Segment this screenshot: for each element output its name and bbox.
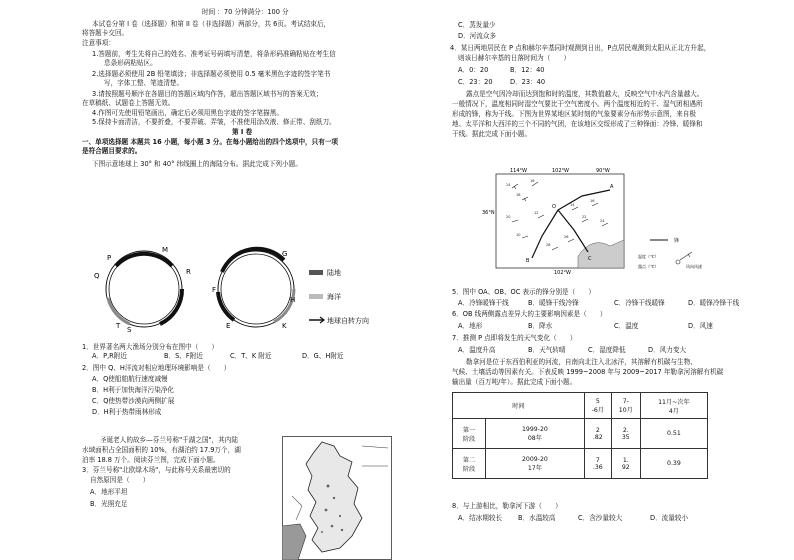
label-k: K: [282, 322, 287, 330]
q7-option-c[interactable]: C．湿度降低: [588, 346, 626, 354]
q2-option-d[interactable]: D．H利于热带雨林形成: [92, 408, 162, 416]
q2-option-b[interactable]: B．H利于加快海洋污染净化: [92, 386, 175, 394]
q1-option-c[interactable]: C．T、K 附近: [230, 352, 272, 360]
notice-line: 在草稿纸、试题卷上答题无效。: [82, 99, 175, 107]
table-header: 11月~次年 4月: [640, 393, 707, 419]
q3-option-a[interactable]: A．地形平坦: [90, 488, 128, 496]
map-intro: 下图示意地球上 30° 和 40° 纬线圈上的海陆分布。据此完成下列小题。: [92, 160, 302, 168]
lon-label: 102°W: [552, 168, 569, 174]
q8-option-d[interactable]: D．流量较小: [650, 514, 689, 522]
svg-text:18: 18: [516, 193, 521, 197]
svg-text:20: 20: [506, 215, 511, 219]
label-g: G: [282, 250, 288, 258]
carbon-table: [452, 392, 708, 479]
q8-option-a[interactable]: A．结冰期较长: [458, 514, 503, 522]
label-e: E: [226, 322, 231, 330]
notice-line: 3.请按照题号顺序在各题目的答题区域内作答，超出答题区域书写的答案无效；: [92, 90, 323, 98]
part-title: 第 I 卷: [232, 128, 253, 136]
kendall-text: 输出量（百万吨/年）。据此完成下面小题。: [452, 378, 577, 386]
q5-option-b[interactable]: B．暖锋干线冷锋: [528, 299, 579, 307]
label-m: M: [162, 246, 169, 254]
legend-wind: 风向风速: [686, 264, 702, 269]
dew-text: 露点是空气因冷却而达到饱和时的温度，其数值越大，反映空气中水汽含量越大。: [466, 90, 704, 98]
lat-label: 36°N: [482, 210, 495, 216]
legend-front: 锋: [674, 238, 680, 244]
notice-line: 写，字体工整、笔迹清楚。: [104, 79, 184, 87]
q3-option-d[interactable]: D．河流众多: [458, 32, 497, 40]
q7-option-d[interactable]: D．风力变大: [648, 346, 687, 354]
svg-text:26: 26: [564, 235, 569, 239]
label-h: H: [290, 296, 296, 304]
table-row: 第二 阶段 2009-20 17年 7 .36 1. 92 0.39: [453, 449, 708, 479]
question-stem: 7．推测 P 点即将发生的天气变化（ ）: [452, 334, 577, 342]
kendall-text: 气候、土壤活动等因素有关。下表反映 1999~2008 年与 2009~2017 年勒拿河溶解有机碳: [452, 368, 724, 376]
label-s: S: [127, 326, 132, 332]
finland-text: 圣诞老人的故乡—芬兰号称"千湖之国"，其内陆: [100, 436, 238, 444]
svg-text:14: 14: [570, 203, 575, 207]
label-r: R: [186, 268, 191, 276]
intro-line: 将答题卡交回。: [82, 29, 129, 37]
finland-map: [282, 436, 392, 560]
question-stem: 3．芬兰号称"北欧绿木场"，与此称号关系最密切的: [82, 466, 231, 474]
q1-option-a[interactable]: A．P,R附近: [92, 352, 127, 360]
question-stem: 4．某日两地居民在 P 点和赫尔辛基同时观测到日出，P点居民观测到太阳从正北方升起，: [450, 44, 711, 52]
legend-dew: 露点（℃）: [638, 264, 659, 269]
lon-label: 102°W: [554, 270, 571, 276]
notice-line: 2.选择题必须使用 2B 铅笔填涂；非选择题必须使用 0.5 毫米黑色字迹的签字笔书: [92, 70, 331, 78]
dew-text: 干线。据此完成下面小题。: [452, 130, 532, 138]
table-row: 第一 阶段 1999-20 08年 2 .82 2. 35 0.51: [453, 419, 708, 449]
question-stem: 5．图中 OA、OB、OC 表示的锋分别是（ ）: [452, 288, 595, 296]
svg-text:16: 16: [530, 179, 535, 183]
exam-header: 时间 ：70 分钟满分：100 分: [202, 8, 289, 16]
q2-option-c[interactable]: C．Q使热带沙漠向两侧扩展: [92, 397, 175, 405]
mark-o: O: [552, 204, 556, 210]
q7-option-b[interactable]: B．天气转晴: [528, 346, 566, 354]
q4-option-b[interactable]: B．12：40: [510, 66, 545, 74]
question-stem: 8．与上游相比，勒拿河下游（ ）: [452, 502, 562, 510]
notice-line: 5.保持卡面清洁，不要折叠，不要弄破、弄皱，不准使用涂改液、修正带、刮纸刀。: [92, 118, 336, 126]
q2-option-a[interactable]: A．Q使船舶航行速度减慢: [92, 375, 168, 383]
table-header: 时间: [453, 393, 585, 419]
question-stem: 则该日赫尔辛基的日落时间为（ ）: [458, 54, 571, 62]
q1-option-b[interactable]: B．S、F附近: [164, 352, 203, 360]
q1-option-d[interactable]: D．G、H附近: [302, 352, 344, 360]
q4-option-d[interactable]: D．23：40: [510, 78, 546, 86]
legend-rotation: 地球自转方向: [327, 317, 369, 325]
question-stem: 1．世界著名两大渔场分别分布在图中（ ）: [82, 343, 219, 351]
question-stem: 2．图中 Q、H洋流对相应地理环境影响是（ ）: [82, 364, 231, 372]
table-header: 7- 10月: [611, 393, 640, 419]
kendall-text: 勒拿河是位于东西伯利亚的河流，自南向北注入北冰洋，其溶解有机碳与生物、: [466, 358, 697, 366]
q8-option-b[interactable]: B．水温较高: [518, 514, 556, 522]
section-title: 是符合题目要求的。: [82, 147, 142, 155]
intro-line: 本试卷分第 I 卷（选择题）和第 II 卷（非选择题）两部分，共 6页。考试结束后，: [92, 20, 331, 28]
notice-title: 注意事项：: [82, 39, 115, 47]
q8-option-c[interactable]: C．含沙量较大: [578, 514, 623, 522]
q3-option-c[interactable]: C．蒸发量少: [458, 21, 496, 29]
dew-text: 一般情况下，温度相同时湿空气要比干空气密度小。两个温度相近的干、湿气团相遇所: [452, 100, 703, 108]
label-t: T: [116, 322, 121, 330]
svg-text:10: 10: [516, 233, 521, 237]
label-p: P: [107, 254, 112, 262]
legend-ocean: 海洋: [327, 293, 341, 301]
mark-b: B: [526, 258, 530, 264]
svg-text:12: 12: [534, 211, 539, 215]
weather-map: [482, 166, 712, 276]
svg-text:16: 16: [590, 199, 595, 203]
svg-text:24: 24: [600, 219, 605, 223]
table-header: 5 -6月: [584, 393, 611, 419]
latitude-circles-figure: [94, 242, 384, 332]
notice-line: 1.答题前，考生先将自己的姓名、准考证号码填写清楚，将条形码准确粘贴在考生信: [92, 50, 336, 58]
notice-line: 4.作图可先使用铅笔画出，确定后必须用黑色字迹的签字笔描黑。: [92, 109, 283, 117]
q3-option-b[interactable]: B．光照充足: [90, 500, 128, 508]
q5-option-d[interactable]: D．暖锋冷锋干线: [688, 299, 740, 307]
q6-option-a[interactable]: A．地形: [458, 322, 483, 330]
q6-option-c[interactable]: C．温度: [614, 322, 639, 330]
mark-c: C: [588, 256, 592, 262]
dew-text: 形成的锋，称为干线。下图为世界某地区某时刻的气象要素分布形势示意图，来自极: [452, 110, 696, 118]
svg-text:24: 24: [506, 183, 511, 187]
legend-temp: 温度（℃）: [638, 254, 659, 259]
q5-option-a[interactable]: A．冷锋暖锋干线: [458, 299, 509, 307]
lon-label: 90°W: [596, 168, 610, 174]
q6-option-d[interactable]: D．风速: [688, 322, 713, 330]
legend-land: 陆地: [327, 269, 341, 277]
q4-option-a[interactable]: A．0：20: [458, 66, 489, 74]
q7-option-a[interactable]: A．温度升高: [458, 346, 496, 354]
svg-text:28: 28: [546, 243, 551, 247]
mark-a: A: [610, 184, 614, 190]
section-title: 一、单项选择题 本题共 16 小题，每小题 3 分。在每小题给出的四个选项中，只有一项: [82, 138, 339, 146]
question-stem: 6．OB 线两侧露点差异大的主要影响因素是（ ）: [452, 310, 607, 318]
q5-option-c[interactable]: C．冷锋干线暖锋: [614, 299, 665, 307]
finland-text: 水域面积占全国面积的 10%，有湖泊约 17.9万个，湖: [82, 446, 241, 454]
q6-option-b[interactable]: B．降水: [528, 322, 553, 330]
label-q: Q: [94, 272, 100, 280]
dew-text: 地、太平洋和大西洋的三个不同的气团，在该地区交绥形成了三种锋面：冷锋、暖锋和: [452, 120, 703, 128]
svg-text:22: 22: [582, 215, 587, 219]
question-stem: 自然原因是（ ）: [90, 476, 150, 484]
lon-label: 114°W: [510, 168, 527, 174]
notice-line: 息条形码粘贴区。: [104, 59, 157, 67]
label-f: F: [212, 286, 217, 294]
finland-text: 泊率 18.8 万个。阅读芬兰图，完成下面小题。: [82, 456, 220, 464]
q4-option-c[interactable]: C．23：20: [458, 78, 493, 86]
